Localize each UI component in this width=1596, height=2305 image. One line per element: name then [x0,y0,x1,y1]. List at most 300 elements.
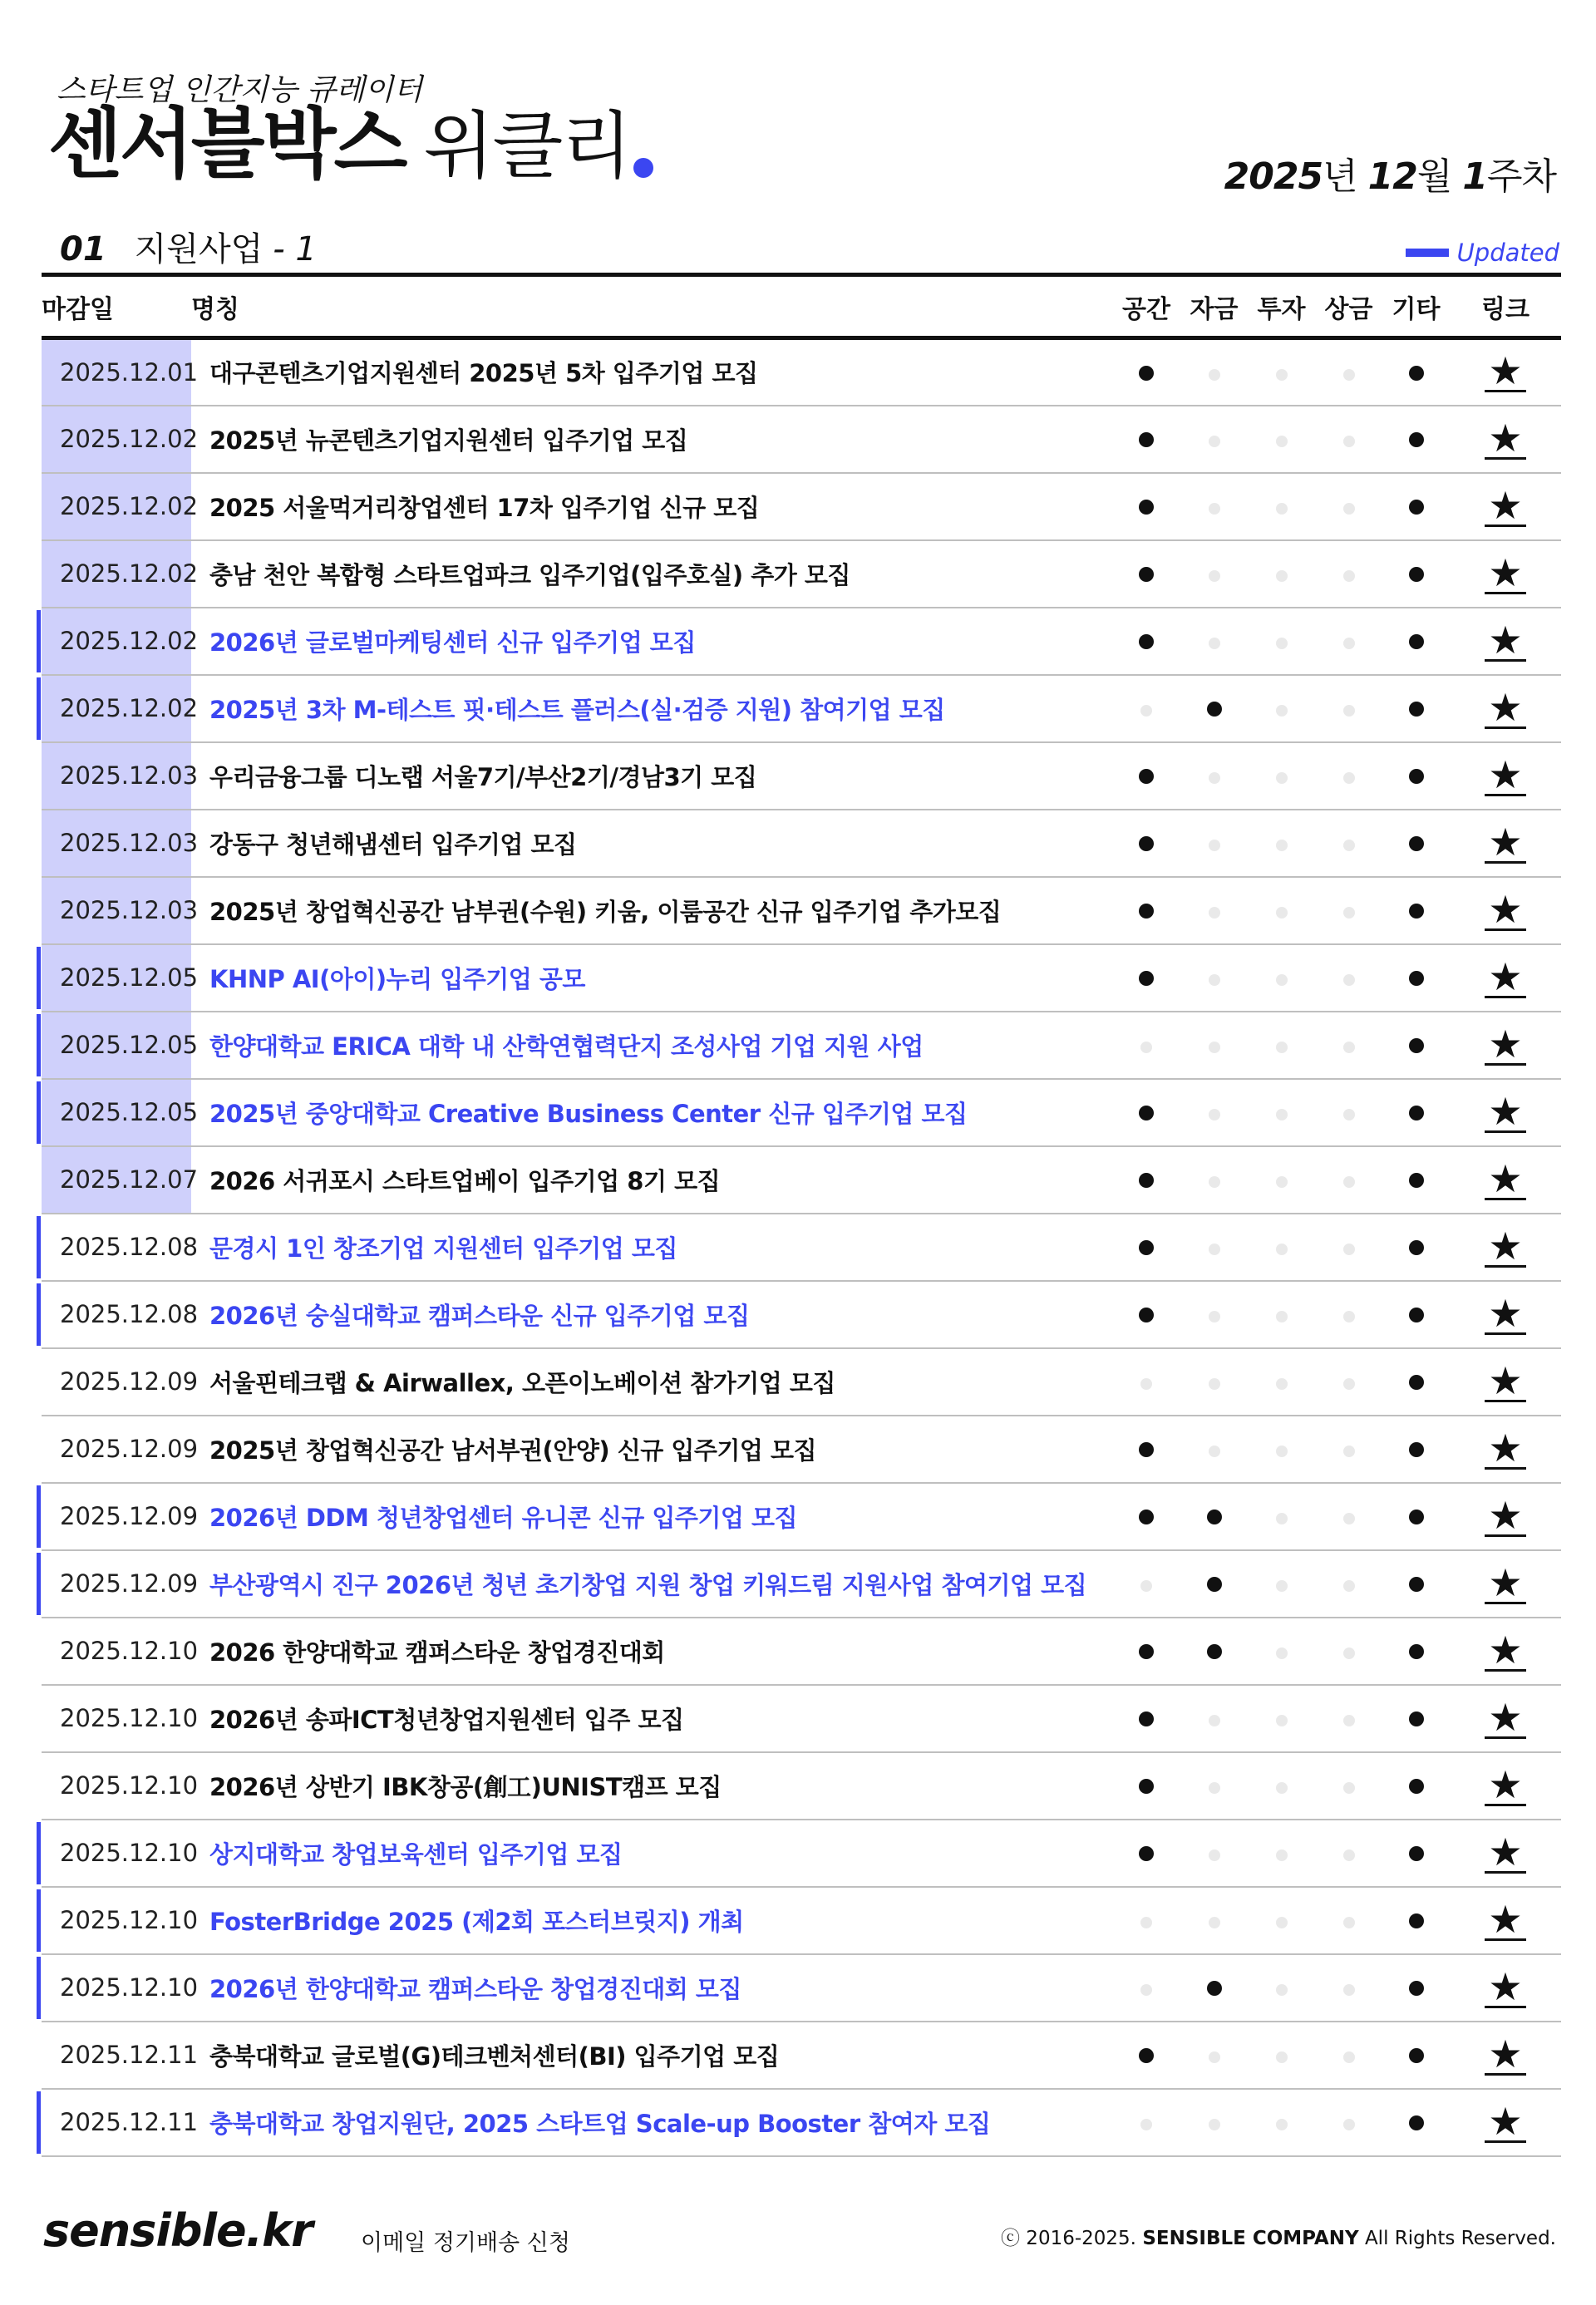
dot-on-icon [1207,1577,1222,1592]
row-flag-invest [1248,1550,1315,1618]
row-flag-space [1112,1146,1180,1214]
row-flag-invest [1248,473,1315,540]
row-flag-fund [1180,1281,1248,1348]
dot-on-icon [1409,1913,1424,1928]
star-link-icon[interactable]: ★ [1485,1092,1525,1133]
row-flag-prize [1315,1146,1382,1214]
star-link-icon[interactable]: ★ [1485,2102,1525,2143]
dot-off-icon [1140,1917,1152,1928]
dot-off-icon [1209,1176,1220,1188]
table-row [42,1752,1561,1820]
star-link-icon[interactable]: ★ [1485,958,1525,998]
row-flag-etc [1382,1752,1450,1820]
row-flag-invest [1248,406,1315,473]
dot-on-icon [1409,500,1424,515]
star-link-icon[interactable]: ★ [1485,554,1525,594]
dot-on-icon [1139,971,1154,986]
row-title: 충남 천안 복합형 스타트업파크 입주기업(입주호실) 추가 모집 [191,540,1112,608]
row-title: 강동구 청년해냄센터 입주기업 모집 [191,810,1112,877]
row-deadline: 2025.12.10 [42,1954,191,2022]
row-flag-etc [1382,2022,1450,2089]
dot-off-icon [1276,638,1288,649]
row-title: 2025년 창업혁신공간 남서부권(안양) 신규 입주기업 모집 [191,1416,1112,1483]
row-flag-etc [1382,1214,1450,1281]
dot-off-icon [1276,1715,1288,1726]
dot-off-icon [1140,1984,1152,1996]
dot-on-icon [1139,567,1154,582]
row-deadline: 2025.12.11 [42,2089,191,2156]
dot-on-icon [1139,634,1154,649]
row-flag-fund [1180,675,1248,742]
row-flag-etc [1382,1146,1450,1214]
row-flag-prize [1315,2022,1382,2089]
dot-on-icon [1139,432,1154,447]
table-row [42,540,1561,608]
dot-off-icon [1343,1917,1355,1928]
row-flag-space [1112,1685,1180,1752]
dot-on-icon [1207,1644,1222,1659]
row-link[interactable] [1450,1281,1561,1348]
section-suffix: - 1 [273,230,317,268]
row-flag-fund [1180,1416,1248,1483]
dot-on-icon [1139,1442,1154,1457]
row-flag-invest [1248,608,1315,675]
dot-off-icon [1209,1244,1220,1255]
row-deadline: 2025.12.11 [42,2022,191,2089]
table-row [42,810,1561,877]
row-link[interactable] [1450,1887,1561,1954]
row-flag-fund [1180,1820,1248,1887]
row-flag-space [1112,1348,1180,1416]
star-link-icon[interactable]: ★ [1485,1160,1525,1200]
dot-on-icon [1139,769,1154,784]
row-flag-fund [1180,1146,1248,1214]
dot-off-icon [1140,1378,1152,1390]
row-flag-etc [1382,1820,1450,1887]
row-link[interactable] [1450,1214,1561,1281]
dot-off-icon [1343,2051,1355,2063]
star-link-icon[interactable]: ★ [1485,1968,1525,2008]
dot-off-icon [1276,436,1288,447]
col-header-space: 공간 [1112,275,1180,338]
copyright-suffix: All Rights Reserved. [1364,2228,1556,2249]
dot-off-icon [1276,1109,1288,1120]
row-deadline: 2025.12.02 [42,540,191,608]
row-flag-etc [1382,742,1450,810]
row-title: 한양대학교 ERICA 대학 내 산학연협력단지 조성사업 기업 지원 사업 [191,1012,1112,1079]
star-link-icon[interactable]: ★ [1485,1631,1525,1672]
star-link-icon[interactable]: ★ [1485,1496,1525,1537]
issue-month-unit: 월 [1416,155,1463,198]
col-header-etc: 기타 [1382,275,1450,338]
star-link-icon[interactable]: ★ [1485,1294,1525,1335]
dot-on-icon [1139,1240,1154,1255]
footer-logo[interactable]: sensible.kr [43,2204,313,2257]
row-flag-prize [1315,675,1382,742]
dot-on-icon [1409,1442,1424,1457]
row-title: 2026년 숭실대학교 캠퍼스타운 신규 입주기업 모집 [191,1281,1112,1348]
row-link[interactable] [1450,1550,1561,1618]
col-header-name: 명칭 [191,275,1112,338]
row-link[interactable] [1450,1483,1561,1550]
dot-off-icon [1209,2119,1220,2130]
brand-name-bold: 센서블박스 [48,100,406,189]
row-deadline: 2025.12.05 [42,944,191,1012]
row-title: 2025년 창업혁신공간 남부권(수원) 키움, 이룸공간 신규 입주기업 추가모집 [191,877,1112,944]
dot-on-icon [1409,1375,1424,1390]
dot-off-icon [1276,705,1288,717]
legend-swatch-icon [1406,249,1449,257]
row-flag-etc [1382,1954,1450,2022]
row-flag-prize [1315,1214,1382,1281]
row-flag-fund [1180,1079,1248,1146]
row-deadline: 2025.12.10 [42,1820,191,1887]
dot-off-icon [1209,907,1220,919]
dot-on-icon [1409,366,1424,381]
row-flag-fund [1180,2022,1248,2089]
dot-off-icon [1343,503,1355,515]
dot-off-icon [1343,1647,1355,1659]
dot-off-icon [1276,1580,1288,1592]
table-row [42,2022,1561,2089]
row-flag-etc [1382,338,1450,406]
row-link[interactable] [1450,406,1561,473]
table-row [42,1012,1561,1079]
issue-month: 12 [1367,155,1417,198]
row-flag-prize [1315,944,1382,1012]
row-deadline: 2025.12.03 [42,877,191,944]
dot-off-icon [1209,1782,1220,1794]
table-row [42,608,1561,675]
row-title: 2026년 한양대학교 캠퍼스타운 창업경진대회 모집 [191,1954,1112,2022]
row-flag-fund [1180,473,1248,540]
row-deadline: 2025.12.08 [42,1214,191,1281]
row-flag-space [1112,675,1180,742]
star-link-icon[interactable]: ★ [1485,1766,1525,1806]
dot-off-icon [1276,840,1288,851]
dot-off-icon [1209,638,1220,649]
star-link-icon[interactable]: ★ [1485,1564,1525,1604]
row-title: 우리금융그룹 디노랩 서울7기/부산2기/경남3기 모집 [191,742,1112,810]
dot-on-icon [1409,769,1424,784]
dot-off-icon [1209,772,1220,784]
dot-off-icon [1276,1513,1288,1524]
row-link[interactable] [1450,675,1561,742]
row-title: 2025년 중앙대학교 Creative Business Center 신규 입주기업 모집 [191,1079,1112,1146]
dot-off-icon [1209,436,1220,447]
row-deadline: 2025.12.02 [42,608,191,675]
row-flag-fund [1180,877,1248,944]
row-link[interactable] [1450,1685,1561,1752]
row-deadline: 2025.12.03 [42,810,191,877]
row-flag-invest [1248,1079,1315,1146]
row-deadline: 2025.12.05 [42,1012,191,1079]
star-link-icon[interactable]: ★ [1485,2035,1525,2076]
program-table [42,273,1561,2157]
row-flag-fund [1180,1348,1248,1416]
col-header-date: 마감일 [42,275,191,338]
dot-off-icon [1343,1176,1355,1188]
star-link-icon[interactable]: ★ [1485,1698,1525,1739]
row-title: 2026년 DDM 청년창업센터 유니콘 신규 입주기업 모집 [191,1483,1112,1550]
row-flag-etc [1382,1483,1450,1550]
row-link[interactable] [1450,877,1561,944]
dot-off-icon [1343,1849,1355,1861]
row-flag-etc [1382,473,1450,540]
star-link-icon[interactable]: ★ [1485,1025,1525,1066]
dot-off-icon [1276,369,1288,381]
dot-on-icon [1139,1644,1154,1659]
dot-off-icon [1209,1715,1220,1726]
dot-off-icon [1209,1378,1220,1390]
dot-off-icon [1140,1580,1152,1592]
row-deadline: 2025.12.09 [42,1550,191,1618]
star-link-icon[interactable]: ★ [1485,823,1525,864]
dot-on-icon [1139,1779,1154,1794]
table-row [42,1416,1561,1483]
star-link-icon[interactable]: ★ [1485,419,1525,460]
dot-on-icon [1139,836,1154,851]
row-deadline: 2025.12.09 [42,1416,191,1483]
row-flag-prize [1315,1348,1382,1416]
row-flag-etc [1382,1012,1450,1079]
dot-off-icon [1276,1917,1288,1928]
row-flag-invest [1248,540,1315,608]
star-link-icon[interactable]: ★ [1485,486,1525,527]
row-deadline: 2025.12.10 [42,1685,191,1752]
row-flag-invest [1248,1146,1315,1214]
brand-name-light: 위클리 [423,103,631,189]
dot-on-icon [1409,702,1424,717]
dot-on-icon [1409,1644,1424,1659]
row-link[interactable] [1450,473,1561,540]
dot-off-icon [1343,974,1355,986]
dot-on-icon [1207,702,1222,717]
row-flag-invest [1248,877,1315,944]
col-header-fund: 자금 [1180,275,1248,338]
row-flag-invest [1248,1483,1315,1550]
row-deadline: 2025.12.09 [42,1348,191,1416]
row-link[interactable] [1450,944,1561,1012]
dot-off-icon [1343,840,1355,851]
col-header-invest: 투자 [1248,275,1315,338]
row-link[interactable] [1450,1820,1561,1887]
row-flag-fund [1180,1483,1248,1550]
dot-off-icon [1343,907,1355,919]
row-flag-prize [1315,742,1382,810]
row-deadline: 2025.12.08 [42,1281,191,1348]
row-flag-fund [1180,2089,1248,2156]
row-flag-space [1112,742,1180,810]
star-link-icon[interactable]: ★ [1485,1362,1525,1402]
row-flag-invest [1248,675,1315,742]
row-flag-prize [1315,338,1382,406]
row-flag-prize [1315,1820,1382,1887]
row-flag-space [1112,1281,1180,1348]
row-flag-fund [1180,608,1248,675]
row-flag-etc [1382,877,1450,944]
row-flag-space [1112,338,1180,406]
table-row [42,473,1561,540]
table-row [42,1685,1561,1752]
dot-off-icon [1276,1176,1288,1188]
row-flag-fund [1180,944,1248,1012]
row-link[interactable] [1450,2022,1561,2089]
row-deadline: 2025.12.05 [42,1079,191,1146]
dot-off-icon [1276,1782,1288,1794]
row-flag-invest [1248,2089,1315,2156]
row-title: 대구콘텐츠기업지원센터 2025년 5차 입주기업 모집 [191,338,1112,406]
row-flag-fund [1180,1618,1248,1685]
row-link[interactable] [1450,810,1561,877]
row-flag-space [1112,473,1180,540]
dot-on-icon [1409,1779,1424,1794]
copyright-prefix: ⓒ 2016-2025. [1001,2228,1136,2249]
dot-off-icon [1343,772,1355,784]
row-flag-fund [1180,1954,1248,2022]
row-flag-space [1112,877,1180,944]
star-link-icon[interactable]: ★ [1485,621,1525,662]
table-row [42,1550,1561,1618]
row-link[interactable] [1450,1012,1561,1079]
dot-on-icon [1207,1510,1222,1524]
dot-on-icon [1409,1510,1424,1524]
row-flag-prize [1315,1416,1382,1483]
star-link-icon[interactable]: ★ [1485,756,1525,796]
table-row [42,2089,1561,2156]
row-link[interactable] [1450,1146,1561,1214]
row-link[interactable] [1450,540,1561,608]
dot-on-icon [1139,1846,1154,1861]
row-deadline: 2025.12.01 [42,338,191,406]
row-flag-prize [1315,810,1382,877]
dot-off-icon [1343,1109,1355,1120]
dot-on-icon [1139,1510,1154,1524]
table-row [42,406,1561,473]
row-flag-prize [1315,1483,1382,1550]
dot-off-icon [1276,2119,1288,2130]
email-subscribe-link[interactable]: 이메일 정기배송 신청 [361,2230,570,2256]
row-flag-invest [1248,742,1315,810]
row-flag-fund [1180,1752,1248,1820]
issue-date [1224,146,1556,199]
table-header-row [42,275,1561,338]
dot-on-icon [1409,836,1424,851]
dot-on-icon [1409,2048,1424,2063]
row-flag-invest [1248,338,1315,406]
legend-label: Updated [1456,239,1559,267]
row-flag-prize [1315,406,1382,473]
dot-off-icon [1140,1042,1152,1053]
dot-off-icon [1209,570,1220,582]
row-flag-space [1112,1012,1180,1079]
section-number: 01 [60,230,106,268]
section-title: 지원사업 [134,230,264,268]
dot-on-icon [1139,2048,1154,2063]
star-link-icon[interactable]: ★ [1485,688,1525,729]
row-flag-fund [1180,1887,1248,1954]
star-link-icon[interactable]: ★ [1485,1833,1525,1874]
row-flag-space [1112,2022,1180,2089]
dot-off-icon [1343,1782,1355,1794]
row-flag-space [1112,1214,1180,1281]
row-link[interactable] [1450,2089,1561,2156]
row-link[interactable] [1450,1348,1561,1416]
dot-off-icon [1343,1244,1355,1255]
row-flag-invest [1248,1685,1315,1752]
table-row [42,1483,1561,1550]
star-link-icon[interactable]: ★ [1485,1429,1525,1470]
row-link[interactable] [1450,1752,1561,1820]
dot-on-icon [1409,567,1424,582]
row-title: 서울핀테크랩 & Airwallex, 오픈이노베이션 참가기업 모집 [191,1348,1112,1416]
row-flag-prize [1315,1685,1382,1752]
dot-on-icon [1409,1173,1424,1188]
star-link-icon[interactable]: ★ [1485,352,1525,392]
row-flag-fund [1180,1685,1248,1752]
dot-on-icon [1139,1106,1154,1120]
dot-on-icon [1409,1846,1424,1861]
row-link[interactable] [1450,1618,1561,1685]
dot-off-icon [1276,570,1288,582]
star-link-icon[interactable]: ★ [1485,1227,1525,1268]
row-title: 문경시 1인 창조기업 지원센터 입주기업 모집 [191,1214,1112,1281]
row-flag-invest [1248,1618,1315,1685]
row-title: FosterBridge 2025 (제2회 포스터브릿지) 개최 [191,1887,1112,1954]
row-link[interactable] [1450,1079,1561,1146]
row-flag-space [1112,540,1180,608]
row-flag-prize [1315,1079,1382,1146]
row-link[interactable] [1450,338,1561,406]
row-link[interactable] [1450,1954,1561,2022]
dot-on-icon [1409,904,1424,919]
dot-off-icon [1276,1378,1288,1390]
row-flag-space [1112,1483,1180,1550]
dot-off-icon [1209,1042,1220,1053]
row-flag-etc [1382,540,1450,608]
brand-title [48,100,653,189]
dot-on-icon [1409,2115,1424,2130]
star-link-icon[interactable]: ★ [1485,1900,1525,1941]
section-heading [60,223,317,270]
col-header-link: 링크 [1450,275,1561,338]
row-title: 2026년 글로벌마케팅센터 신규 입주기업 모집 [191,608,1112,675]
row-flag-fund [1180,810,1248,877]
row-title: 2026 한양대학교 캠퍼스타운 창업경진대회 [191,1618,1112,1685]
dot-off-icon [1343,1715,1355,1726]
row-flag-prize [1315,1954,1382,2022]
dot-off-icon [1276,772,1288,784]
row-flag-etc [1382,810,1450,877]
dot-off-icon [1343,1042,1355,1053]
row-link[interactable] [1450,608,1561,675]
row-deadline: 2025.12.02 [42,473,191,540]
dot-on-icon [1139,1173,1154,1188]
row-flag-etc [1382,406,1450,473]
row-flag-space [1112,1820,1180,1887]
row-flag-prize [1315,1887,1382,1954]
row-link[interactable] [1450,742,1561,810]
row-link[interactable] [1450,1416,1561,1483]
issue-week: 1 [1462,155,1487,198]
row-flag-invest [1248,1348,1315,1416]
dot-off-icon [1276,974,1288,986]
row-flag-prize [1315,1012,1382,1079]
row-flag-etc [1382,1550,1450,1618]
row-deadline: 2025.12.10 [42,1618,191,1685]
star-link-icon[interactable]: ★ [1485,890,1525,931]
row-title: 2025 서울먹거리창업센터 17차 입주기업 신규 모집 [191,473,1112,540]
